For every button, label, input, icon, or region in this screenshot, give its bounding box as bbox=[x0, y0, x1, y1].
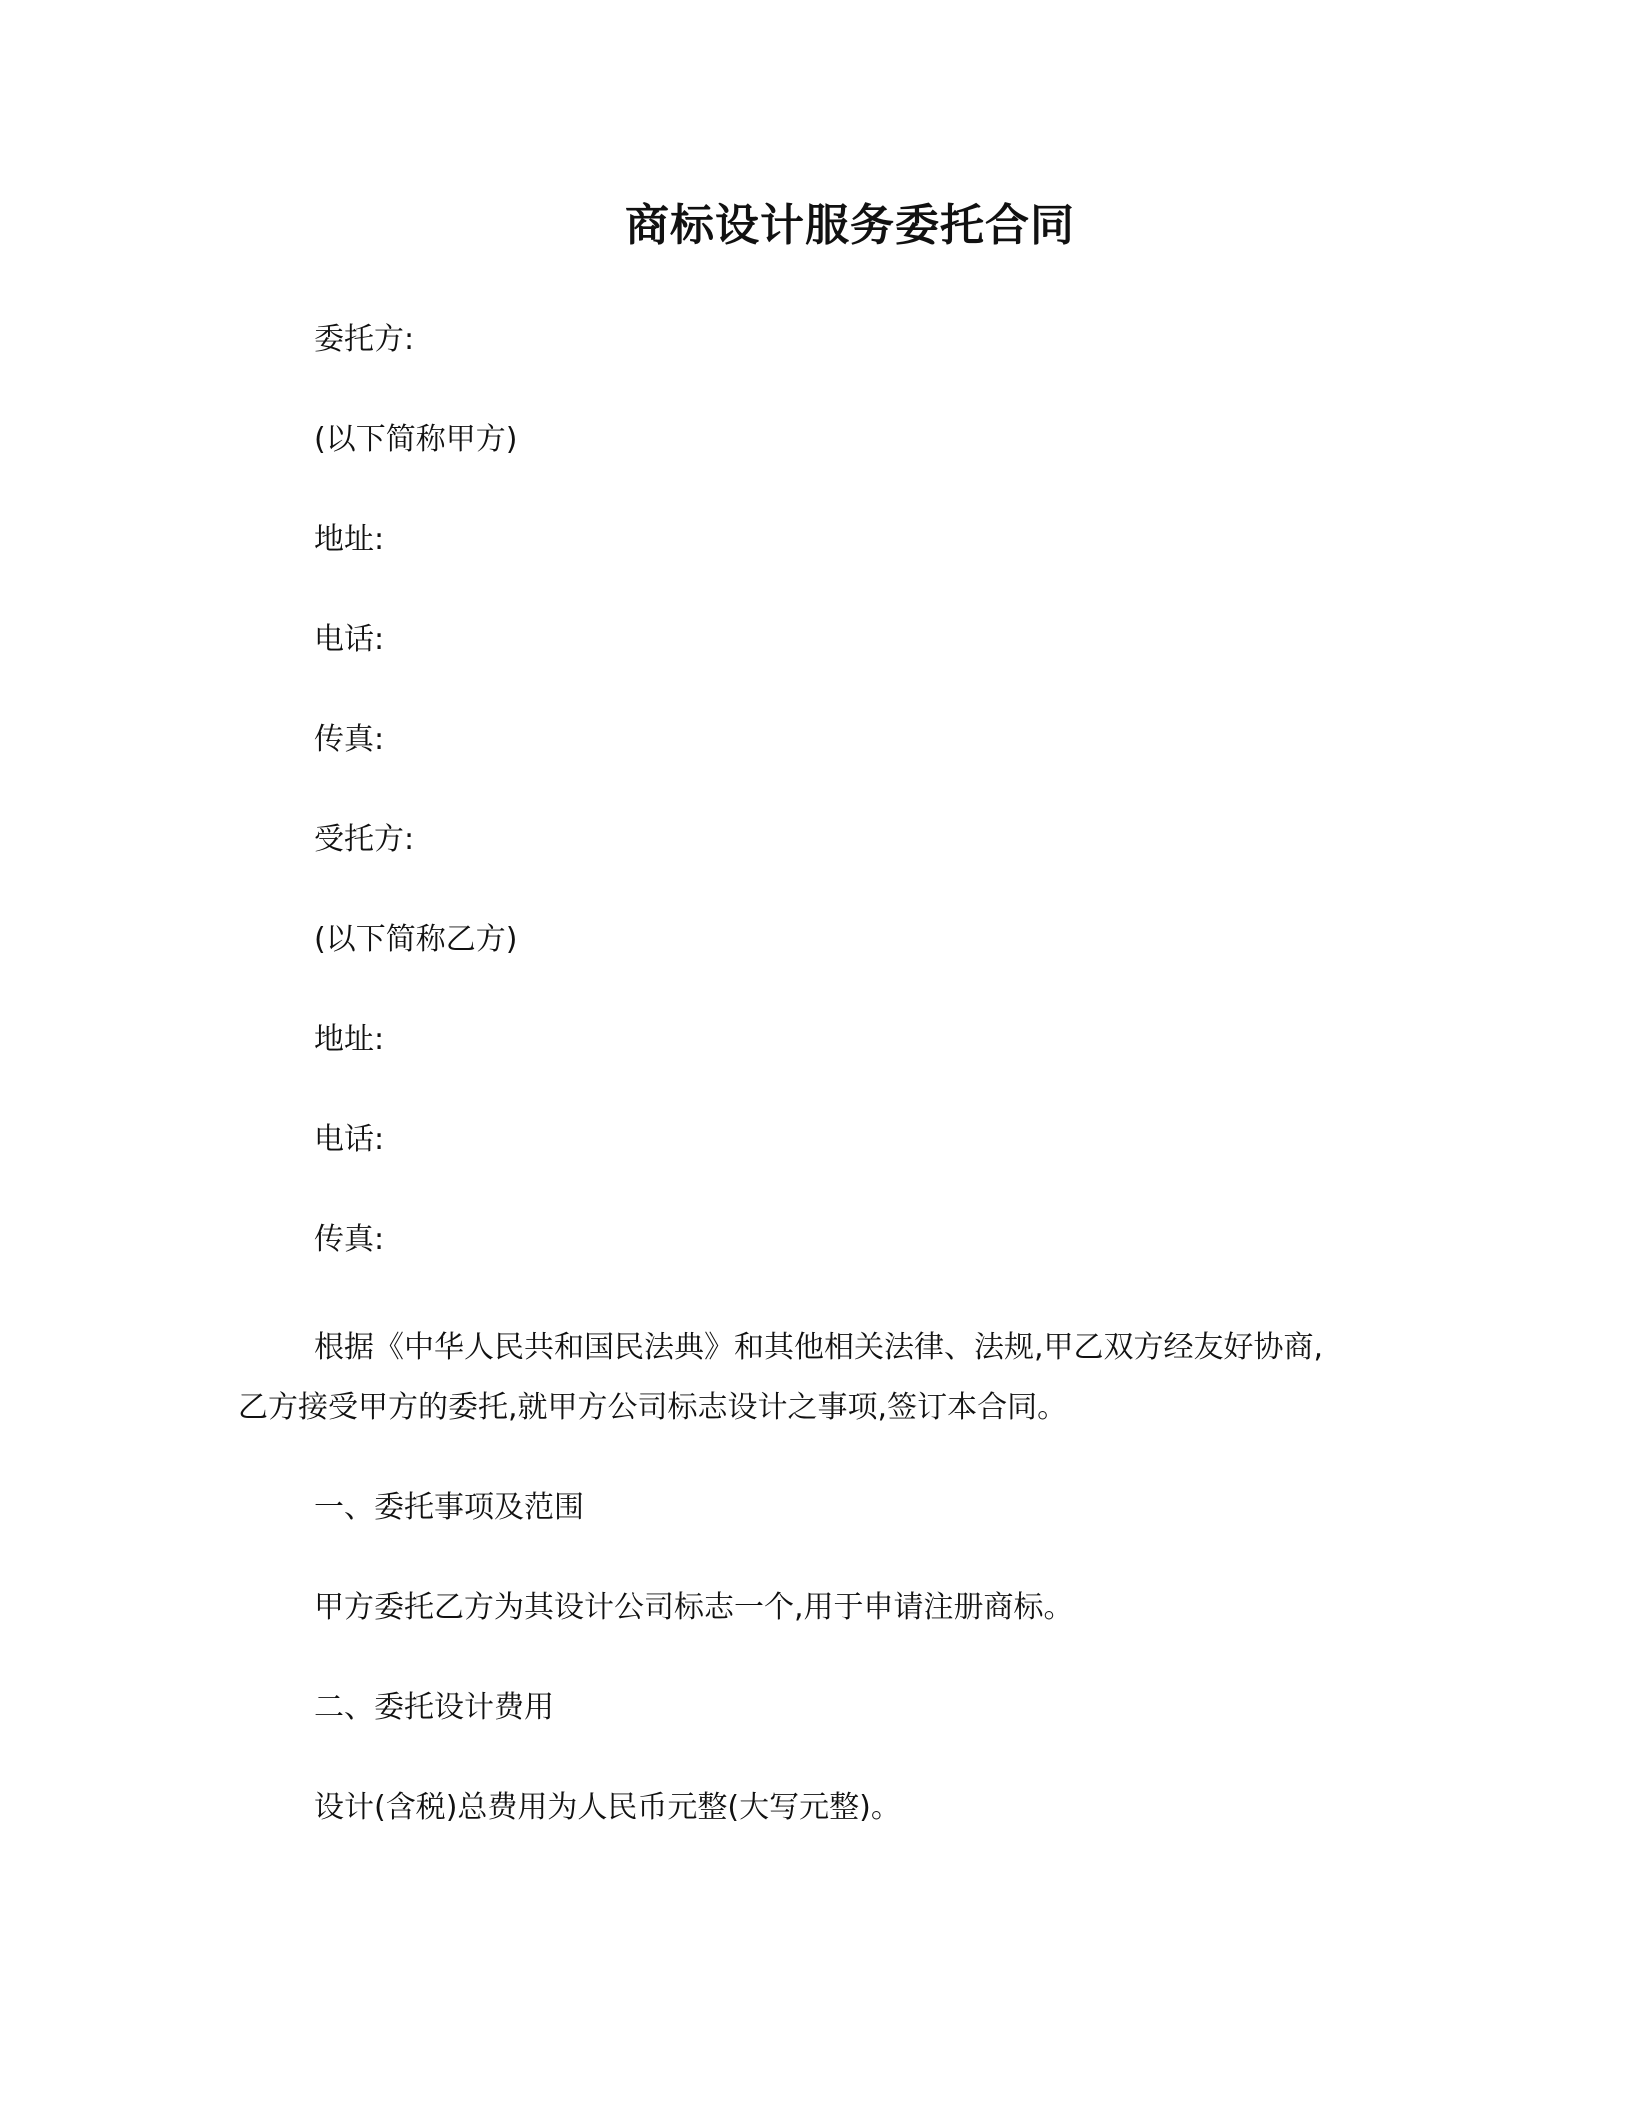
party-a-phone-label: 电话: bbox=[314, 622, 385, 657]
party-a-label: 委托方: bbox=[314, 322, 415, 357]
section-1-heading: 一、委托事项及范围 bbox=[314, 1490, 584, 1525]
party-a-alias: (以下简称甲方) bbox=[314, 422, 518, 457]
preamble-paragraph bbox=[238, 1328, 1388, 1428]
document-title: 商标设计服务委托合同 bbox=[625, 200, 1075, 251]
party-a-address-label: 地址: bbox=[314, 522, 385, 557]
section-1-body: 甲方委托乙方为其设计公司标志一个,用于申请注册商标。 bbox=[314, 1590, 1074, 1625]
preamble-line-1: 根据《中华人民共和国民法典》和其他相关法律、法规,甲乙双方经友好协商, bbox=[314, 1330, 1324, 1365]
party-a-fax-label: 传真: bbox=[314, 722, 385, 757]
preamble-line-2: 乙方接受甲方的委托,就甲方公司标志设计之事项,签订本合同。 bbox=[238, 1390, 1068, 1425]
party-b-address-label: 地址: bbox=[314, 1022, 385, 1057]
party-b-fax-label: 传真: bbox=[314, 1222, 385, 1257]
section-2-heading: 二、委托设计费用 bbox=[314, 1690, 554, 1725]
section-2-body: 设计(含税)总费用为人民币元整(大写元整)。 bbox=[314, 1790, 901, 1825]
party-b-alias: (以下简称乙方) bbox=[314, 922, 518, 957]
party-b-phone-label: 电话: bbox=[314, 1122, 385, 1157]
party-b-label: 受托方: bbox=[314, 822, 415, 857]
